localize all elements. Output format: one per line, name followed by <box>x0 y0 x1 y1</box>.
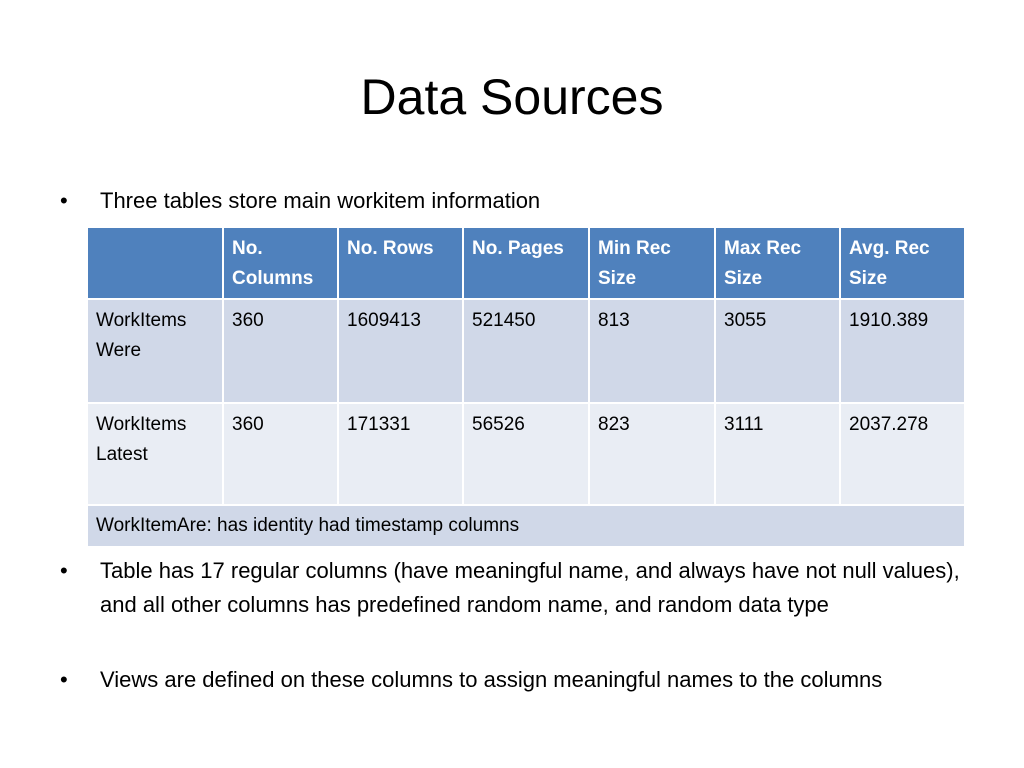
bullet-text: Table has 17 regular columns (have meaningful name, and always have not null values), and all other columns has predefined random name, and random data type <box>100 558 960 617</box>
bullet-dot-icon: • <box>60 667 68 692</box>
table-header-cell-blank <box>87 227 223 299</box>
table-cell: 521450 <box>463 299 589 403</box>
table-cell: 2037.278 <box>840 403 965 505</box>
bullet-item <box>60 184 964 218</box>
bullet-text: Three tables store main workitem information <box>100 188 541 213</box>
table-cell: 360 <box>223 299 338 403</box>
table-header-cell-max-rec-size: Max Rec Size <box>715 227 840 299</box>
table-header-cell-avg-rec-size: Avg. Rec Size <box>840 227 965 299</box>
table-cell: WorkItems Were <box>87 299 223 403</box>
table-cell: 360 <box>223 403 338 505</box>
table-row <box>87 299 965 403</box>
bullet-dot-icon: • <box>60 558 68 583</box>
table-cell: 171331 <box>338 403 463 505</box>
table-cell: 1609413 <box>338 299 463 403</box>
table-header-row <box>87 227 965 299</box>
table-cell: WorkItems Latest <box>87 403 223 505</box>
table-cell: 1910.389 <box>840 299 965 403</box>
table-cell: 823 <box>589 403 715 505</box>
bullet-dot-icon: • <box>60 188 68 213</box>
table-cell: 56526 <box>463 403 589 505</box>
bullet-text: Views are defined on these columns to assign meaningful names to the columns <box>100 667 883 692</box>
table-footer-note: WorkItemAre: has identity had timestamp columns <box>87 505 965 547</box>
table-row <box>87 403 965 505</box>
slide-title: Data Sources <box>360 69 664 125</box>
table-header-cell-min-rec-size: Min Rec Size <box>589 227 715 299</box>
table-cell: 813 <box>589 299 715 403</box>
table-footer-row <box>87 505 965 547</box>
table-cell: 3111 <box>715 403 840 505</box>
bullet-item <box>60 554 964 622</box>
table-header-cell-pages: No. Pages <box>463 227 589 299</box>
table-cell: 3055 <box>715 299 840 403</box>
bullet-item <box>60 663 964 697</box>
table-header-cell-rows: No. Rows <box>338 227 463 299</box>
table-header-cell-columns: No. Columns <box>223 227 338 299</box>
data-sources-table <box>86 226 966 548</box>
